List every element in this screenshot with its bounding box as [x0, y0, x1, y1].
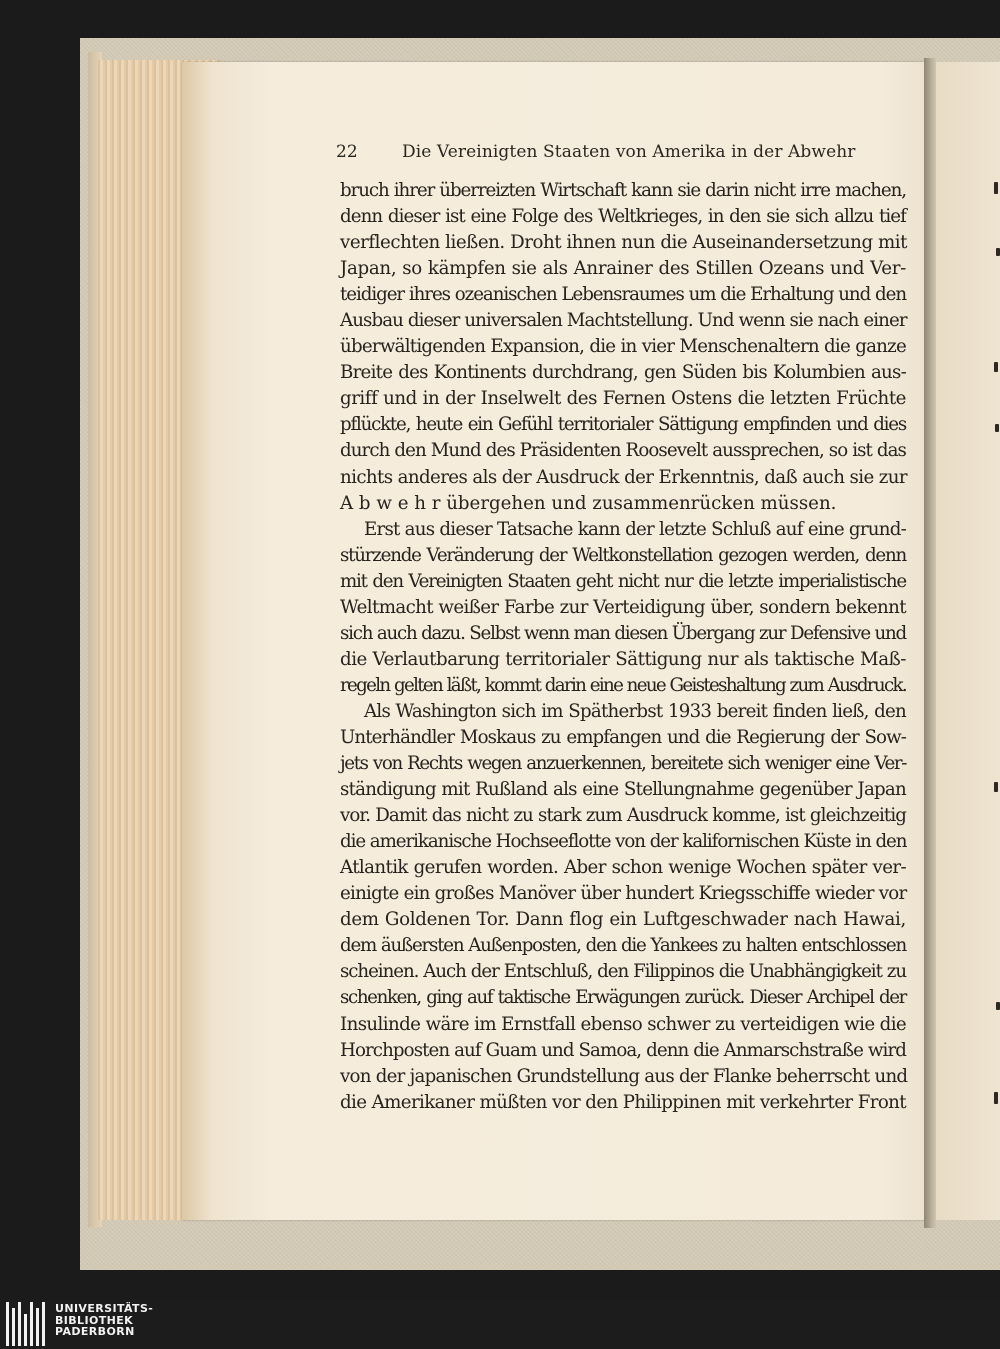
page-number: 22 — [336, 142, 358, 162]
text-line: Atlantik gerufen worden. Aber schon wenige Wochen später ver- — [340, 857, 906, 879]
text-line: schenken, ging auf taktische Erwägungen zurück. Dieser Archipel der — [340, 987, 906, 1009]
text-line: mit den Vereinigten Staaten geht nicht nur die letzte imperialistische — [340, 570, 906, 592]
text-line: teidiger ihres ozeanischen Lebensraumes um die Erhaltung und den — [340, 284, 906, 306]
running-title: Die Vereinigten Staaten von Amerika in der Abwehr — [402, 142, 856, 162]
text-line: bruch ihrer überreizten Wirtschaft kann sie darin nicht irre machen, — [340, 180, 906, 201]
text-line: Als Washington sich im Spätherbst 1933 bereit finden ließ, den — [364, 700, 906, 722]
text-line: die amerikanische Hochseeflotte von der kalifornischen Küste in den — [340, 831, 907, 853]
text-line: Ausbau dieser universalen Machtstellung. Und wenn sie nach einer — [340, 310, 907, 332]
text-line: die Verlautbarung territorialer Sättigung nur als taktische Maß- — [340, 648, 906, 670]
text-line: jets von Rechts wegen anzuerkennen, bereitete sich weniger eine Ver- — [340, 753, 906, 775]
running-header — [336, 142, 906, 168]
text-line: regeln gelten läßt, kommt darin eine neue Geisteshaltung zum Ausdruck. — [340, 674, 906, 696]
library-name-line: UNIVERSITÄTS- — [55, 1302, 154, 1315]
text-line: sich auch dazu. Selbst wenn man diesen Übergang zur Defensive und — [340, 622, 906, 644]
text-line: von der japanischen Grundstellung aus der Flanke beherrscht und — [340, 1065, 908, 1087]
library-name-line: PADERBORN — [55, 1325, 135, 1338]
text-line: vor. Damit das nicht zu stark zum Ausdruck komme, ist gleichzeitig — [340, 805, 906, 827]
text-line: Unterhändler Moskaus zu empfangen und die Regierung der Sow- — [340, 726, 906, 748]
facing-page-edge — [936, 62, 1000, 1220]
text-line: stürzende Veränderung der Weltkonstellation gezogen werden, denn — [340, 544, 906, 566]
text-line: griff und in der Inselwelt des Fernen Ostens die letzten Früchte — [340, 388, 906, 410]
text-line: Insulinde wäre im Ernstfall ebenso schwer zu verteidigen wie die — [340, 1013, 907, 1035]
text-line: nichts anderes als der Ausdruck der Erkenntnis, daß auch sie zur — [340, 466, 908, 488]
body-text — [340, 178, 906, 1116]
library-logo-icon — [6, 1302, 46, 1346]
text-line: dem äußersten Außenposten, den die Yankees zu halten entschlossen — [340, 935, 906, 957]
text-line: Horchposten auf Guam und Samoa, denn die Anmarschstraße wird — [340, 1039, 906, 1061]
text-line: Japan, so kämpfen sie als Anrainer des Stillen Ozeans und Ver- — [340, 258, 906, 280]
library-footer — [0, 1300, 1000, 1349]
text-line: ständigung mit Rußland als eine Stellungnahme gegenüber Japan — [340, 779, 906, 801]
text-line: verflechten ließen. Droht ihnen nun die Auseinandersetzung mit — [340, 232, 907, 254]
text-line: scheinen. Auch der Entschluß, den Filippinos die Unabhängigkeit zu — [340, 961, 906, 983]
library-name-line: BIBLIOTHEK — [55, 1313, 134, 1327]
text-line: überwältigenden Expansion, die in vier Menschenaltern die ganze — [340, 336, 906, 358]
text-line: pflückte, heute ein Gefühl territorialer Sättigung empfinden und dies — [340, 414, 906, 436]
text-line: Erst aus dieser Tatsache kann der letzte Schluß auf eine grund- — [364, 518, 906, 540]
text-line: durch den Mund des Präsidenten Roosevelt aussprechen, so ist das — [340, 440, 906, 462]
library-name — [55, 1303, 153, 1338]
text-line: einigte ein großes Manöver über hundert Kriegsschiffe wieder vor — [340, 883, 907, 905]
text-line: dem Goldenen Tor. Dann flog ein Luftgeschwader nach Hawai, — [340, 909, 906, 931]
text-line: Breite des Kontinents durchdrang, gen Süden bis Kolumbien aus- — [340, 362, 906, 384]
text-line: Weltmacht weißer Farbe zur Verteidigung über, sondern bekennt — [340, 596, 906, 618]
text-line: denn dieser ist eine Folge des Weltkrieges, in den sie sich allzu tief — [340, 206, 906, 228]
text-line: A b w e h r übergehen und zusammenrücken müssen. — [340, 492, 837, 514]
text-line: die Amerikaner müßten vor den Philippinen mit verkehrter Front — [340, 1091, 906, 1113]
